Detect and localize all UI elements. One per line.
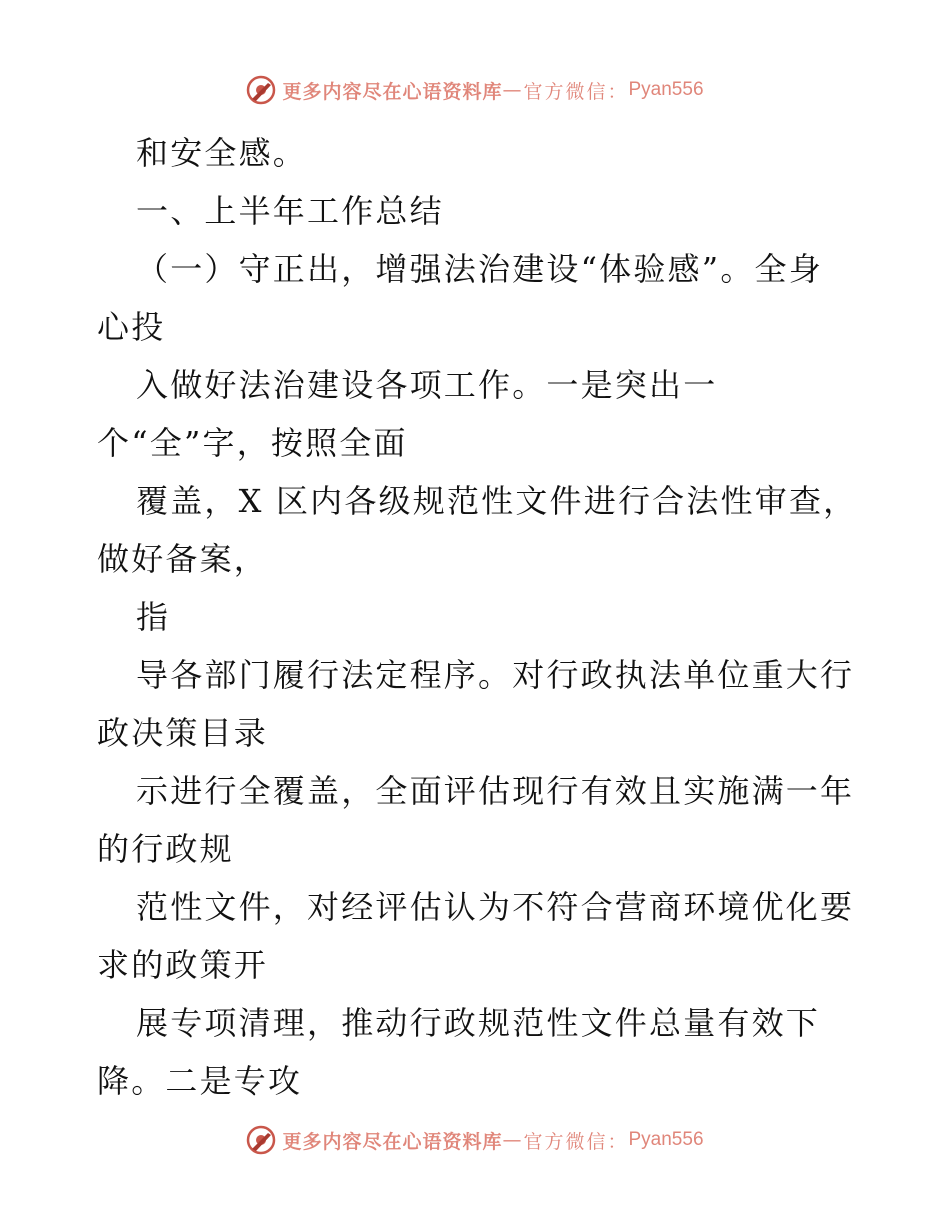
body-text-line: 降。二是专攻 — [97, 1062, 303, 1100]
body-text-line: 展专项清理，推动行政规范性文件总量有效下 — [136, 1004, 821, 1042]
watermark-main-text: 更多内容尽在心语资料库 — [282, 1130, 503, 1153]
body-text-line: 一、上半年工作总结 — [136, 192, 444, 230]
watermark-main-text: 更多内容尽在心语资料库 — [282, 80, 503, 103]
body-text-line: 范性文件，对经评估认为不符合营商环境优化要 — [136, 888, 855, 926]
body-text-line: 入做好法治建设各项工作。一是突出一 — [136, 366, 718, 404]
body-text-line: （一）守正出，增强法治建设“体验感”。全身 — [136, 250, 823, 288]
body-text-line: 政决策目录 — [97, 714, 269, 752]
watermark-handle: Pyan556 — [628, 79, 704, 100]
header-watermark-banner — [0, 70, 950, 110]
body-text-line: 心投 — [97, 308, 166, 346]
body-text-line: 做好备案， — [97, 540, 269, 578]
watermark-sub-text: 官方微信： — [523, 1130, 629, 1153]
body-text-line: 求的政策开 — [97, 946, 269, 984]
body-text-line: 个“全”字，按照全面 — [97, 424, 408, 462]
watermark-dash: — — [502, 79, 524, 101]
document-body — [97, 124, 857, 1110]
body-text-line: 示进行全覆盖，全面评估现行有效且实施满一年 — [136, 772, 855, 810]
watermark-handle: Pyan556 — [628, 1129, 704, 1150]
body-text-line: 导各部门履行法定程序。对行政执法单位重大行 — [136, 656, 855, 694]
watermark-dash: — — [502, 1129, 524, 1151]
footer-watermark-banner — [0, 1120, 950, 1160]
logo-icon — [246, 1125, 276, 1155]
body-text-line: 指 — [136, 598, 171, 636]
watermark-sub-text: 官方微信： — [523, 80, 629, 103]
body-text-line: 和安全感。 — [136, 134, 308, 172]
body-text-line: 的行政规 — [97, 830, 234, 868]
body-text-line: 覆盖，X 区内各级规范性文件进行合法性审查， — [136, 482, 858, 520]
logo-icon — [246, 75, 276, 105]
